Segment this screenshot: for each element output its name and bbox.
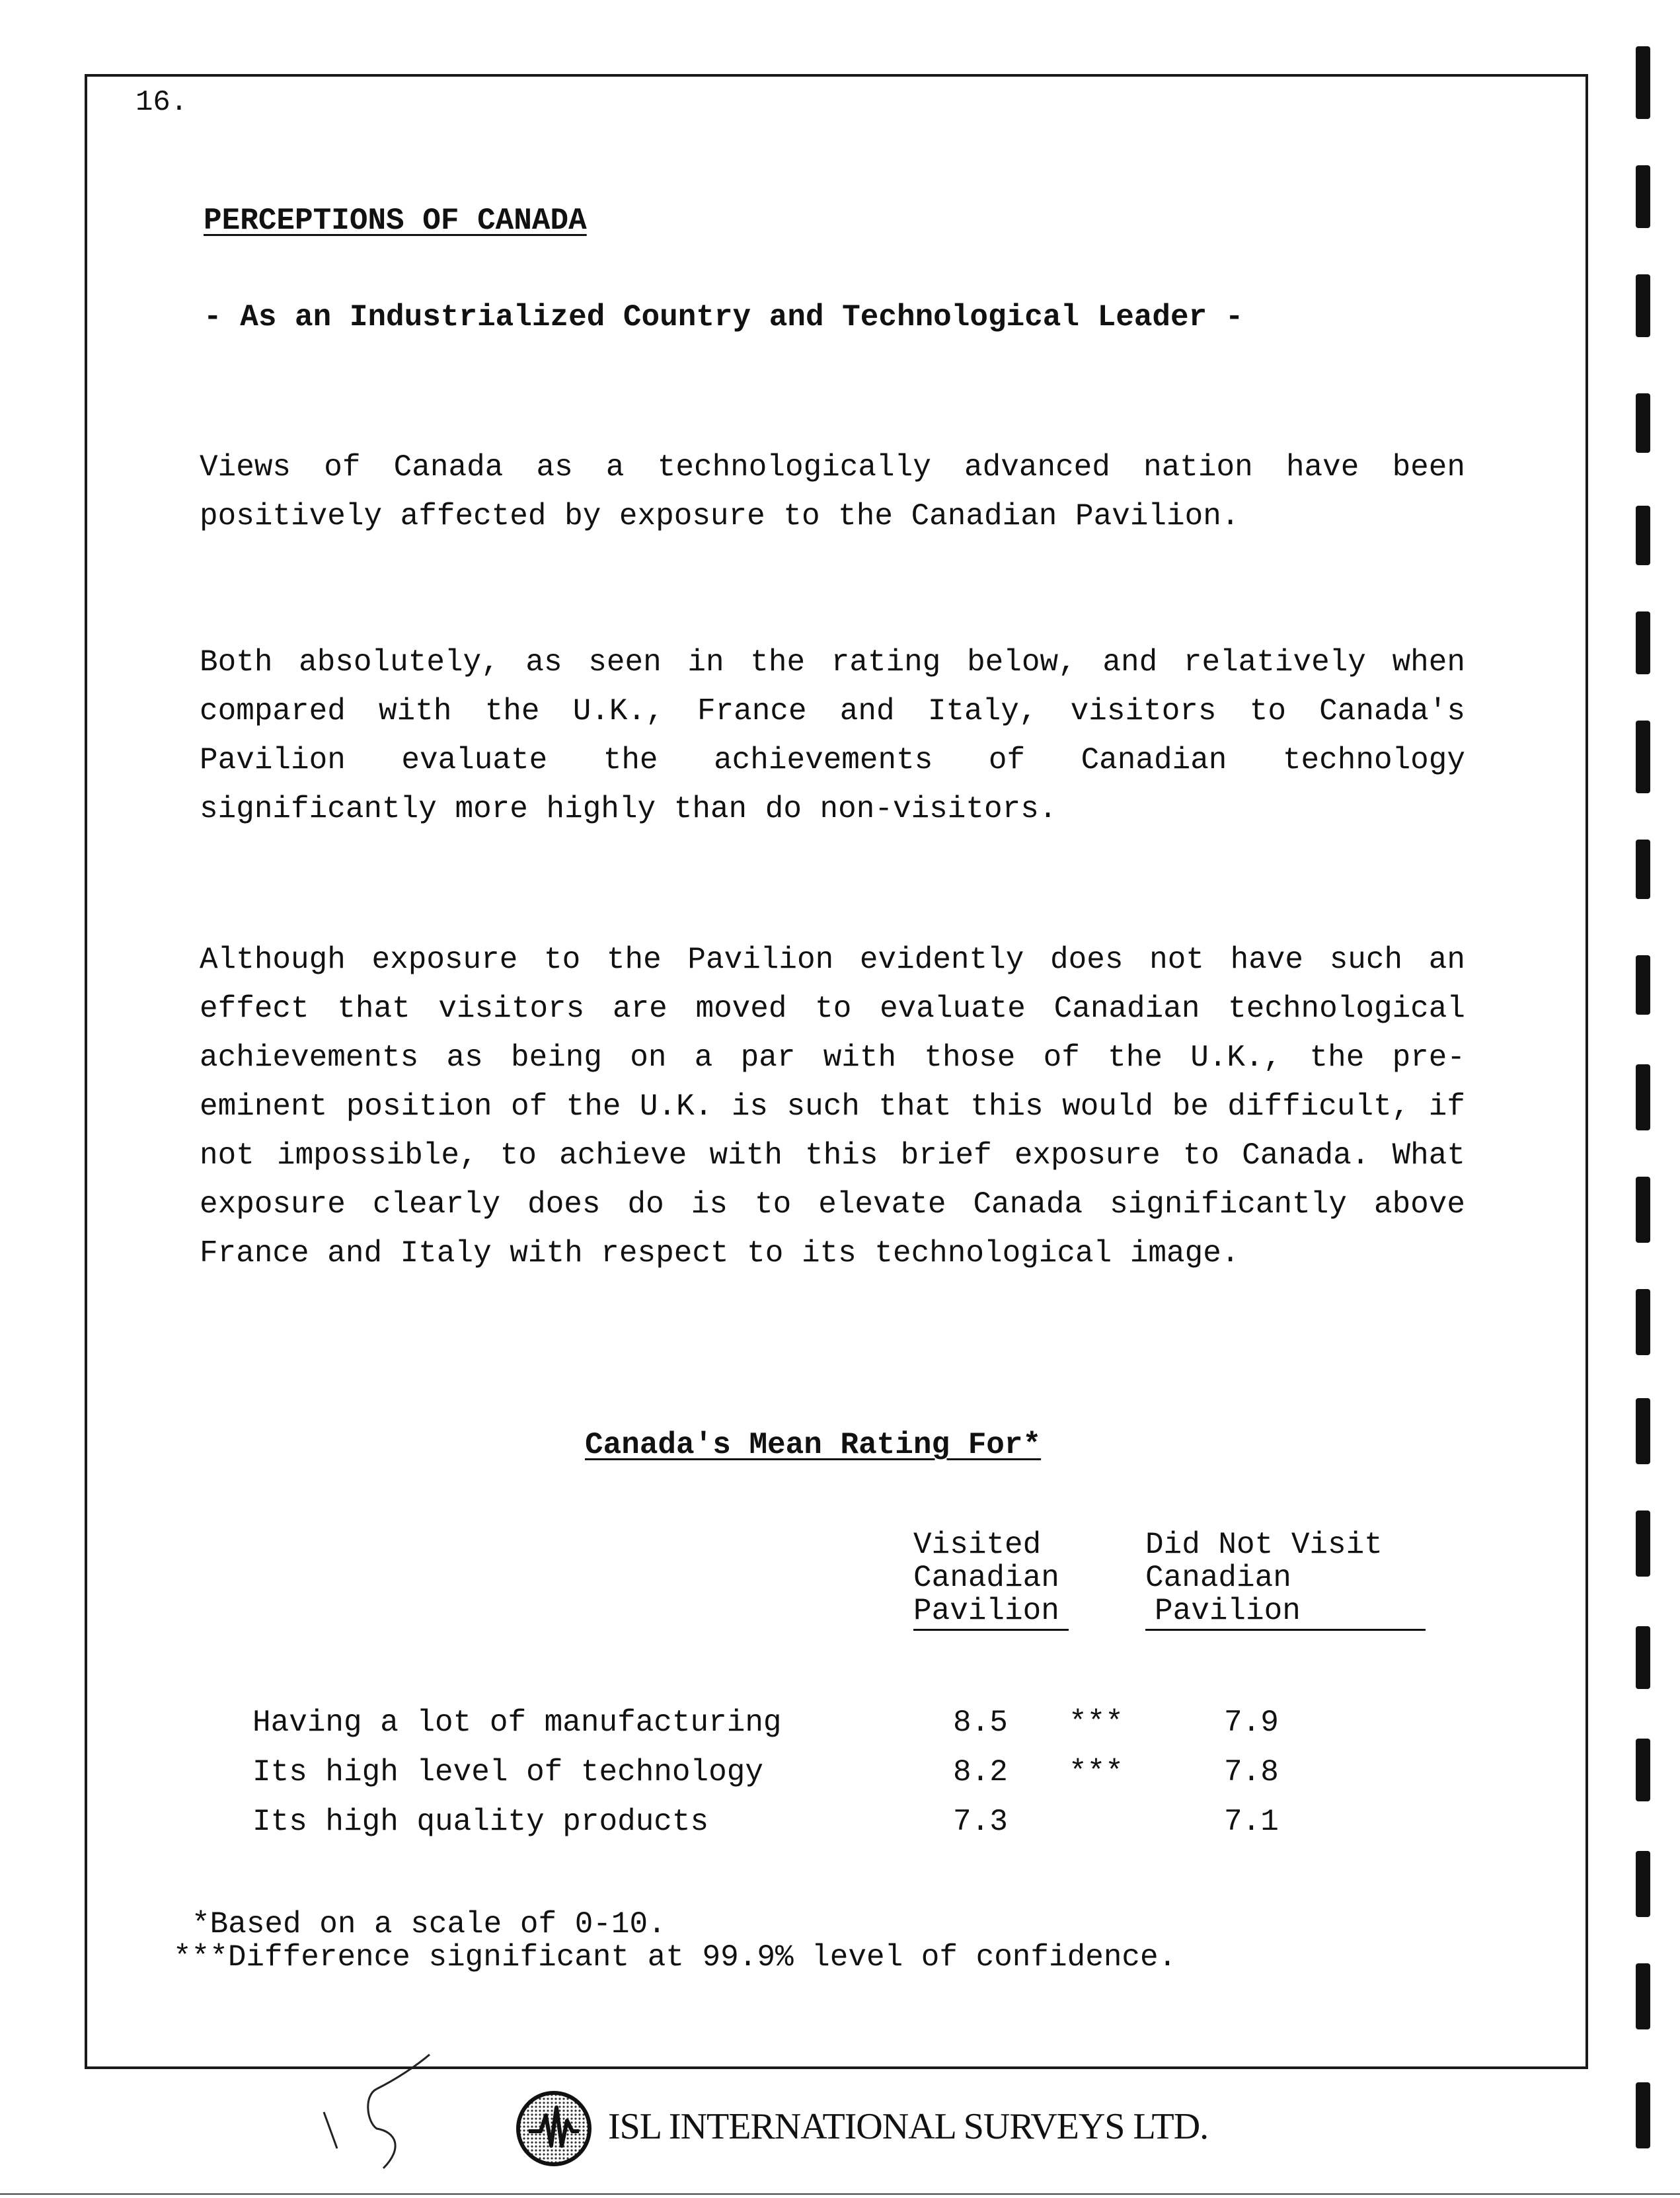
- binding-mark: [1636, 1398, 1650, 1464]
- column-header-line: Canadian: [913, 1561, 1059, 1595]
- binding-mark: [1636, 1064, 1650, 1130]
- column-header-line: Visited: [913, 1528, 1042, 1562]
- binding-mark: [1636, 1739, 1650, 1801]
- binding-mark: [1636, 955, 1650, 1015]
- isl-logo-icon: [514, 2089, 593, 2168]
- binding-mark: [1636, 506, 1650, 565]
- column-header-visited: [913, 1528, 1069, 1631]
- row-label: Having a lot of manufacturing: [252, 1706, 782, 1740]
- section-subtitle: - As an Industrialized Country and Technological Leader -: [204, 300, 1244, 334]
- visited-value: 8.5: [953, 1706, 1008, 1740]
- paragraph: Views of Canada as a technologically advanced nation have been positively affected by exposure to the Canadian Pavilion.: [200, 450, 1465, 533]
- binding-mark: [1636, 1851, 1650, 1917]
- section-title: PERCEPTIONS OF CANADA: [204, 204, 587, 238]
- binding-mark: [1636, 840, 1650, 899]
- binding-mark: [1636, 1963, 1650, 2029]
- row-label: Its high quality products: [252, 1805, 709, 1839]
- binding-mark: [1636, 274, 1650, 337]
- table-title: Canada's Mean Rating For*: [585, 1428, 1042, 1462]
- binding-mark: [1636, 393, 1650, 453]
- binding-mark: [1636, 611, 1650, 674]
- table-row: [252, 1805, 1376, 1844]
- binding-mark: [1636, 2082, 1650, 2148]
- row-label: Its high level of technology: [252, 1755, 763, 1789]
- column-header-line: Canadian: [1145, 1561, 1291, 1595]
- binding-mark: [1636, 1177, 1650, 1243]
- column-header-line: Did Not Visit: [1145, 1528, 1383, 1562]
- visited-value: 8.2: [953, 1755, 1008, 1789]
- footnote-scale: *Based on a scale of 0-10.: [192, 1907, 666, 1942]
- footnote-significance: ***Difference significant at 99.9% level of confidence.: [173, 1940, 1177, 1975]
- table-row: [252, 1755, 1376, 1795]
- handwritten-page-number: [311, 2049, 443, 2175]
- binding-mark: [1636, 1289, 1650, 1355]
- column-header-not-visited: [1145, 1528, 1426, 1631]
- bottom-edge-line: [0, 2193, 1680, 2195]
- page-number: 16.: [135, 86, 188, 119]
- significance-marker: ***: [1069, 1755, 1124, 1789]
- visited-value: 7.3: [953, 1805, 1008, 1839]
- binding-mark: [1636, 1626, 1650, 1689]
- paragraph: Both absolutely, as seen in the rating below, and relatively when compared with the U.K., France and Italy, visitors to Canada's Pavilion evaluate the achievements of Canadian technology significantly more highly than do non-visitors.: [200, 645, 1465, 826]
- binding-mark: [1636, 1511, 1650, 1577]
- binding-mark: [1636, 165, 1650, 228]
- not-visited-value: 7.1: [1224, 1805, 1279, 1839]
- company-name: ISL INTERNATIONAL SURVEYS LTD.: [608, 2106, 1209, 2147]
- binding-mark: [1636, 46, 1650, 119]
- not-visited-value: 7.8: [1224, 1755, 1279, 1789]
- table-row: [252, 1706, 1376, 1745]
- significance-marker: ***: [1069, 1706, 1124, 1740]
- binding-mark: [1636, 721, 1650, 793]
- not-visited-value: 7.9: [1224, 1706, 1279, 1740]
- column-header-line: Pavilion: [913, 1594, 1069, 1631]
- column-header-line: Pavilion: [1145, 1594, 1426, 1631]
- paragraph: Although exposure to the Pavilion evidently does not have such an effect that visitors are moved to evaluate Canadian technological achievements as being on a par with those of the U.K., the pre-eminent position of the U.K. is such that this would be difficult, if not impossible, to achieve with this brief exposure to Canada. What exposure clearly does do is to elevate Canada significantly above France and Italy with respect to its technological image.: [200, 943, 1465, 1271]
